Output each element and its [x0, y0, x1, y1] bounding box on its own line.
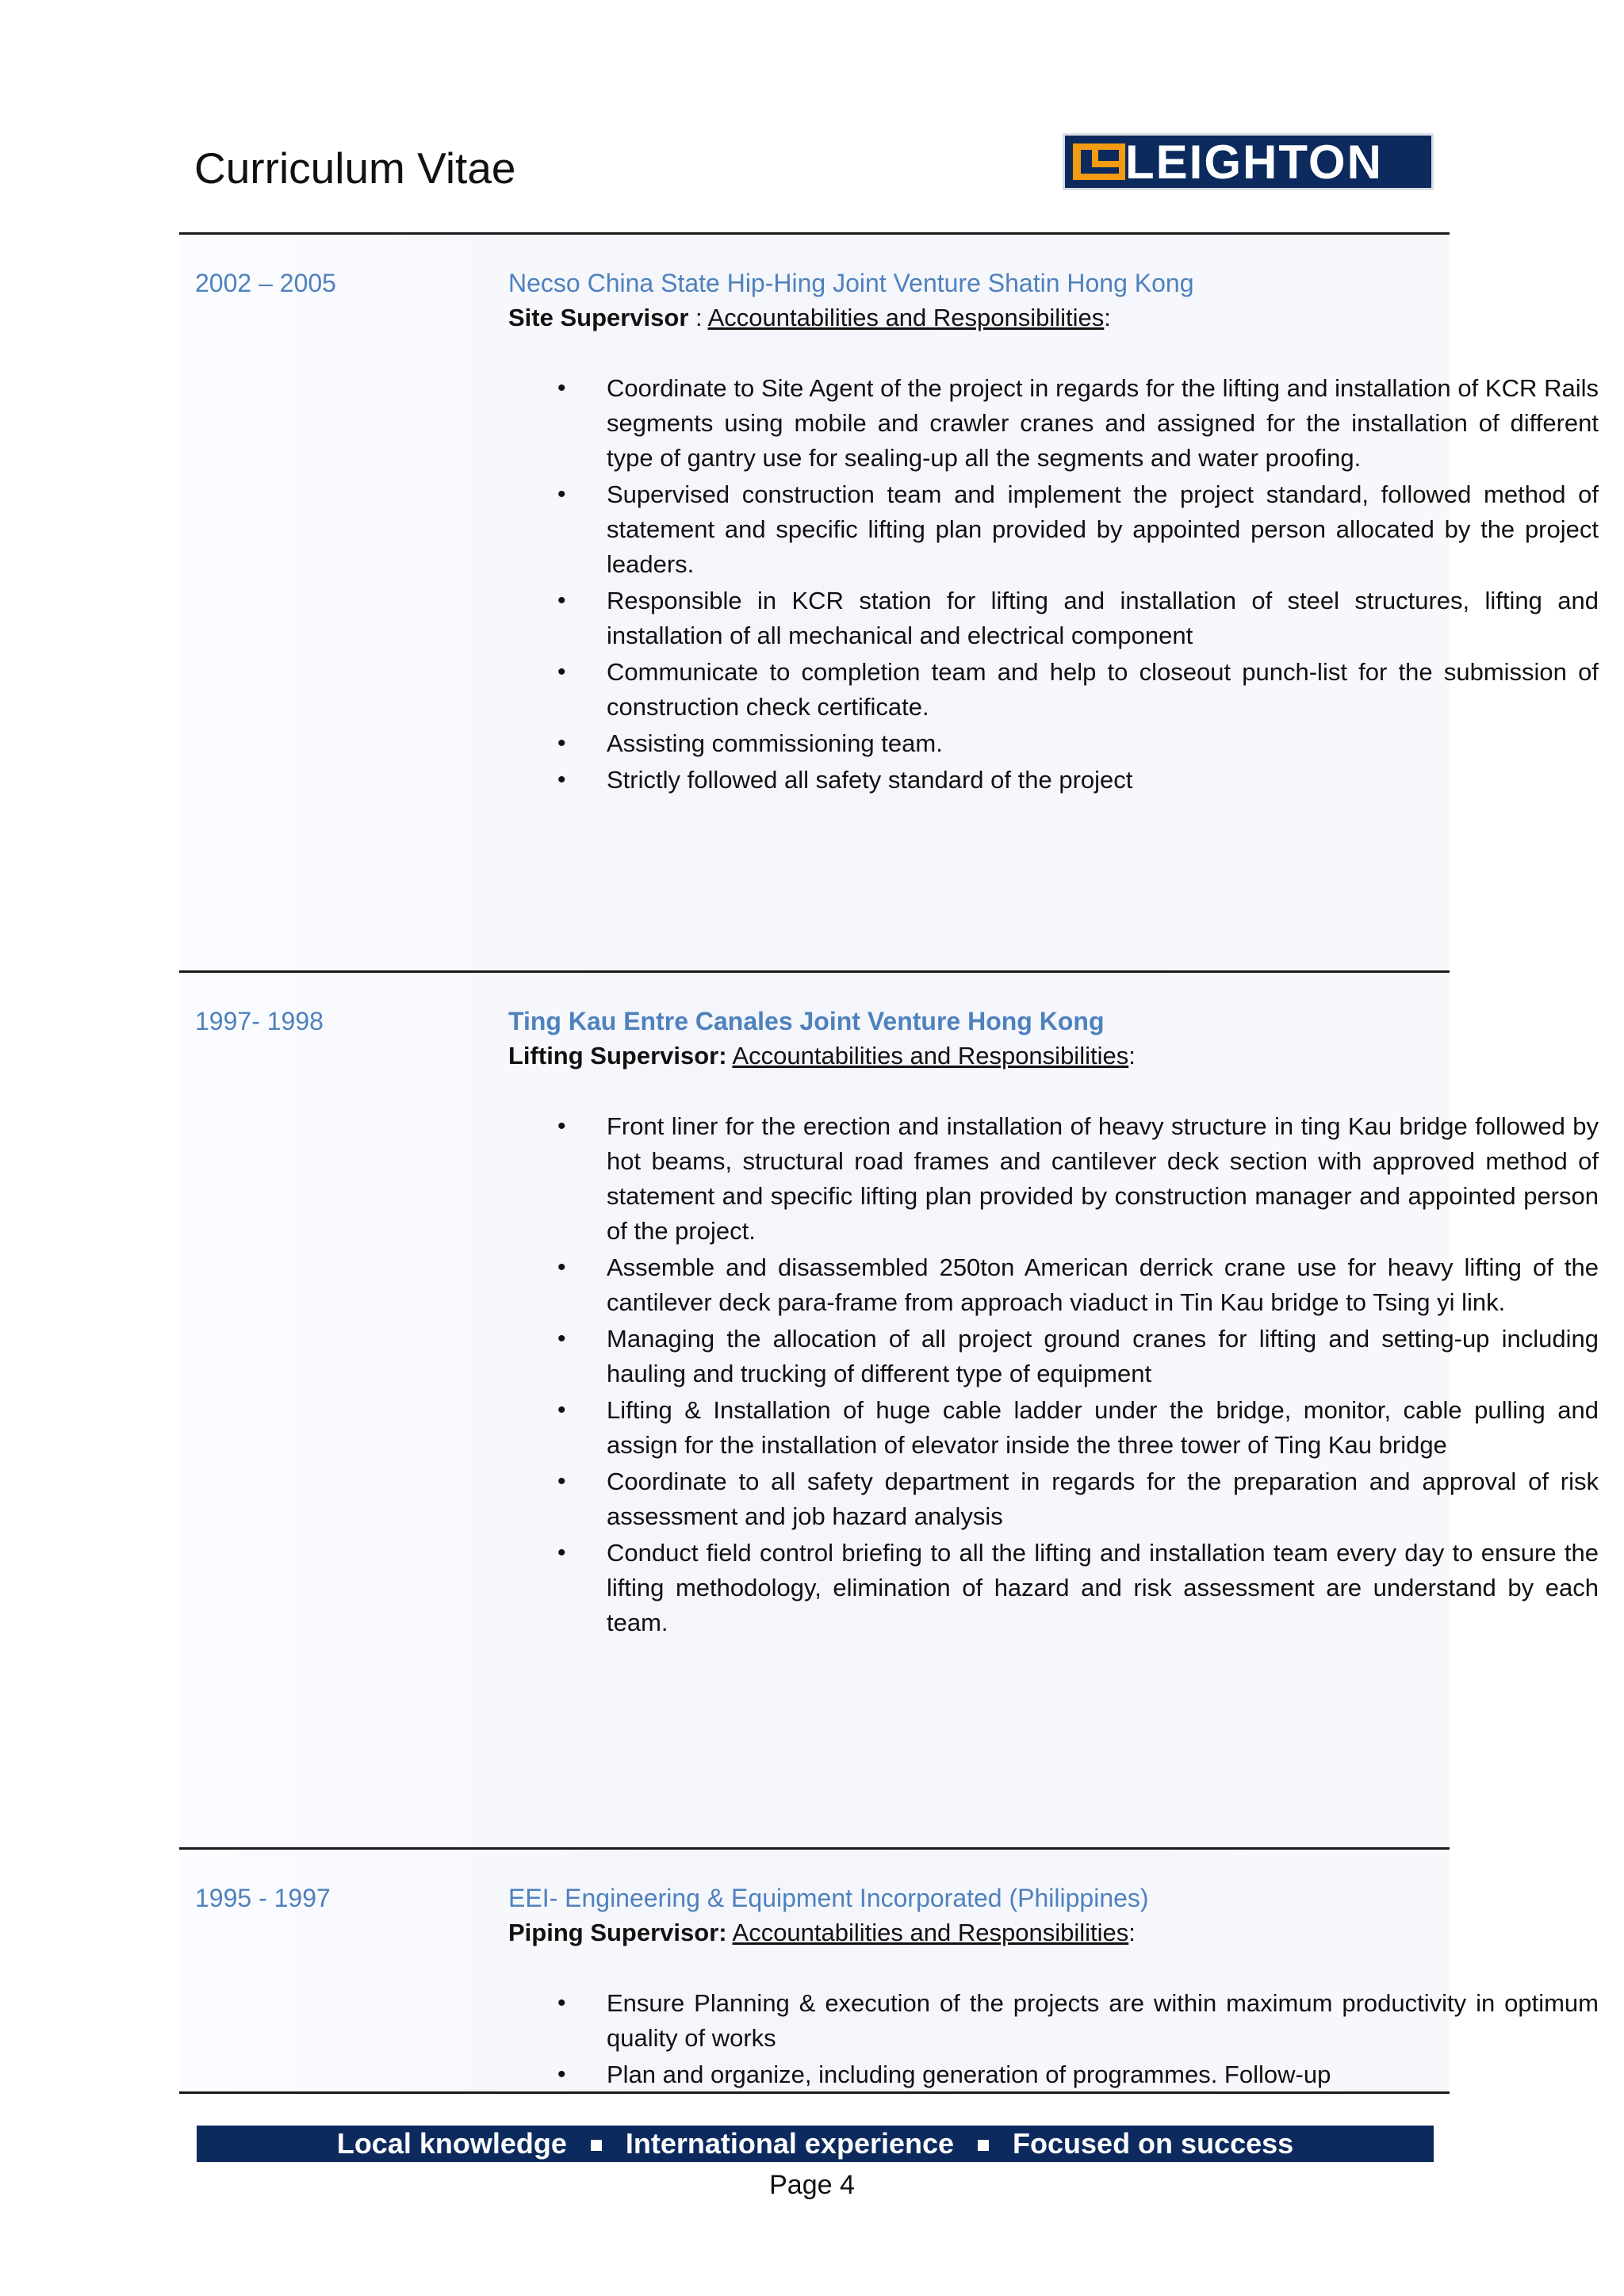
role-line [508, 301, 1603, 335]
employment-details [508, 1003, 1603, 1642]
accountabilities-colon: : [1104, 304, 1111, 331]
employment-entry-necso [179, 235, 1599, 970]
role-line [508, 1039, 1603, 1073]
logo-wordmark: LEIGHTON [1125, 136, 1383, 189]
employment-details [508, 265, 1603, 799]
duty-item: • Lifting & Installation of huge cable ladder under the bridge, monitor, cable pulling and assign for the installation of elevator inside the three tower of Ting Kau bridge [508, 1393, 1603, 1463]
accountabilities-label: Accountabilities and Responsibilities [732, 1919, 1129, 1946]
employer-name: EEI- Engineering & Equipment Incorporated (Philippines) [508, 1884, 1149, 1912]
duty-item: • Communicate to completion team and help to closeout punch-list for the submission of construction check certificate. [508, 655, 1603, 725]
duty-item: • Coordinate to all safety department in regards for the preparation and approval of risk assessment and job hazard analysis [508, 1464, 1603, 1534]
duty-item: • Ensure Planning & execution of the projects are within maximum productivity in optimum quality of works [508, 1986, 1603, 2056]
duty-item: • Front liner for the erection and installation of heavy structure in ting Kau bridge followed by hot beams, structural road frames and cantilever deck section with approved method of statement and specific lifting plan provided by construction manager and appointed person of the project. [508, 1109, 1603, 1249]
duties-list [508, 1109, 1603, 1640]
accountabilities-label: Accountabilities and Responsibilities [707, 304, 1105, 331]
leighton-logo [1063, 133, 1434, 190]
leighton-emblem-icon [1073, 144, 1125, 180]
employment-entry-eei [179, 1850, 1599, 2091]
employment-years: 1995 - 1997 [195, 1884, 331, 1912]
square-bullet-icon [591, 2140, 602, 2151]
duties-list [508, 1986, 1603, 2092]
tagline-focused-on-success: Focused on success [1013, 2127, 1294, 2160]
employer-name: Ting Kau Entre Canales Joint Venture Hong Kong [508, 1007, 1105, 1035]
duty-item: • Plan and organize, including generation of programmes. Follow-up [508, 2057, 1603, 2092]
employment-years: 2002 – 2005 [195, 269, 336, 297]
role-separator [727, 1919, 733, 1946]
role-title: Lifting Supervisor: [508, 1042, 727, 1070]
accountabilities-label: Accountabilities and Responsibilities [732, 1042, 1129, 1070]
square-bullet-icon [978, 2140, 989, 2151]
employer-name: Necso China State Hip-Hing Joint Venture Shatin Hong Kong [508, 269, 1194, 297]
employment-years: 1997- 1998 [195, 1007, 324, 1035]
role-separator: : [688, 304, 708, 331]
role-title: Site Supervisor [508, 304, 689, 331]
employment-details [508, 1880, 1603, 2094]
duties-list [508, 371, 1603, 798]
tagline-local-knowledge: Local knowledge [336, 2127, 567, 2160]
duty-item: • Coordinate to Site Agent of the project in regards for the lifting and installation of KCR Rails segments using mobile and crawler cranes and assigned for the installation of different type of gantry use for sealing-up all the segments and water proofing. [508, 371, 1603, 476]
accountabilities-colon: : [1128, 1042, 1136, 1070]
duty-item: • Strictly followed all safety standard of the project [508, 763, 1603, 798]
employment-entry-ting-kau [179, 973, 1599, 1847]
duty-item: • Responsible in KCR station for lifting and installation of steel structures, lifting and installation of all mechanical and electrical component [508, 584, 1603, 653]
duty-item: • Supervised construction team and implement the project standard, followed method of statement and specific lifting plan provided by appointed person allocated by the project leaders. [508, 477, 1603, 582]
section-divider [179, 2091, 1450, 2094]
accountabilities-colon: : [1128, 1919, 1136, 1946]
duty-item: • Assemble and disassembled 250ton American derrick crane use for heavy lifting of the cantilever deck para-frame from approach viaduct in Tin Kau bridge to Tsing yi link. [508, 1250, 1603, 1320]
document-title: Curriculum Vitae [194, 144, 516, 193]
duty-item: • Managing the allocation of all project ground cranes for lifting and setting-up including hauling and trucking of different type of equipment [508, 1322, 1603, 1391]
role-title: Piping Supervisor: [508, 1919, 727, 1946]
footer-tagline-band [197, 2126, 1434, 2162]
duty-item: • Conduct field control briefing to all the lifting and installation team every day to ensure the lifting methodology, elimination of hazard and risk assessment are understand by each team. [508, 1536, 1603, 1640]
page-number: Page 4 [769, 2170, 855, 2200]
role-line [508, 1916, 1603, 1950]
duty-item: • Assisting commissioning team. [508, 726, 1603, 761]
tagline-international-experience: International experience [625, 2127, 955, 2160]
